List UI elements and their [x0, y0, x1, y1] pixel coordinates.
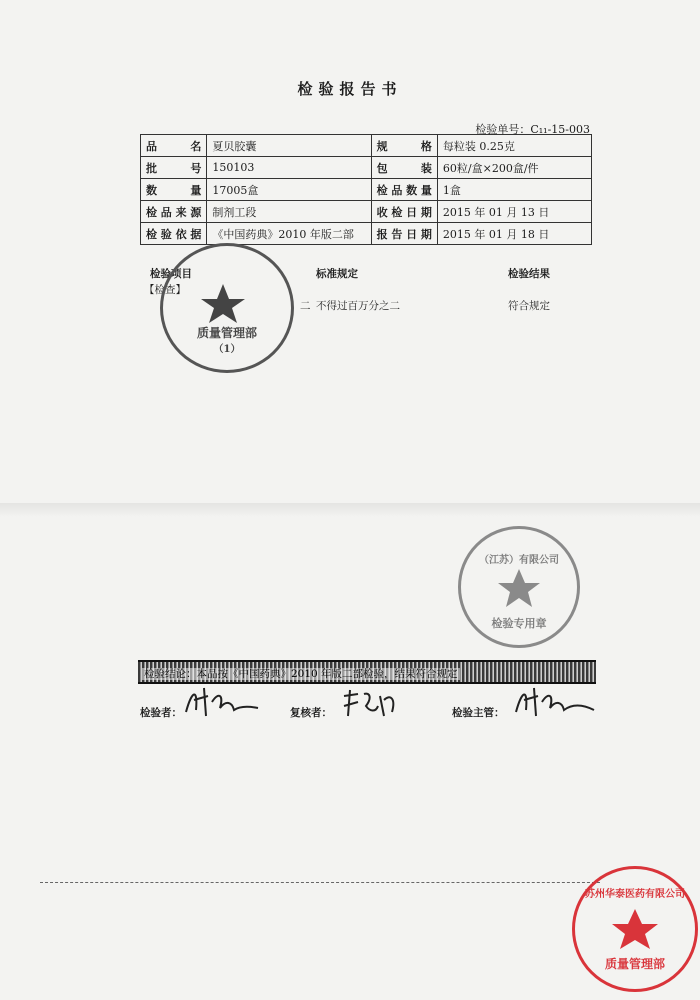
item-sub: 二 [300, 300, 311, 312]
label-sample-quantity: 检品数量 [371, 179, 437, 201]
value-receive-date: 2015 年 01 月 13 日 [437, 201, 591, 223]
label-receive-date: 收检日期 [371, 201, 437, 223]
value-spec: 每粒装 0.25克 [437, 135, 591, 157]
inspector-label: 检验者： [140, 707, 182, 719]
table-row [141, 157, 592, 179]
info-table [140, 134, 592, 245]
supervisor-signature [512, 682, 598, 722]
report-number-label: 检验单号： [475, 123, 531, 136]
label-batch: 批号 [141, 157, 207, 179]
label-sample-source: 检品来源 [141, 201, 207, 223]
reviewer-signature [340, 686, 400, 722]
table-row [141, 135, 592, 157]
label-basis: 检验依据 [141, 223, 207, 245]
value-package: 60粒/盒×200盒/件 [437, 157, 591, 179]
paper-fold [0, 503, 700, 517]
quality-stamp-line1: 质量管理部 [196, 326, 257, 340]
label-spec: 规格 [371, 135, 437, 157]
result-header: 检验结果 [508, 268, 550, 280]
result-value: 符合规定 [508, 300, 550, 312]
value-product-name: 夏贝胶囊 [207, 135, 371, 157]
inspector-signature [182, 682, 262, 722]
label-product-name: 品名 [141, 135, 207, 157]
red-stamp-bottom: 质量管理部 [604, 957, 665, 971]
reviewer-label: 复核者： [290, 707, 332, 719]
value-sample-quantity: 1盒 [437, 179, 591, 201]
quality-stamp [160, 243, 294, 373]
supervisor-label: 检验主管： [452, 707, 505, 719]
label-package: 包装 [371, 157, 437, 179]
table-row [141, 201, 592, 223]
inspection-stamp-top: （江苏）有限公司 [479, 555, 559, 566]
quality-stamp-line2: （1） [213, 344, 241, 355]
inspection-stamp [458, 526, 580, 648]
document-title: 检验报告书 [297, 80, 403, 98]
dotted-divider [40, 882, 600, 883]
value-quantity: 17005盒 [207, 179, 371, 201]
conclusion-bar [138, 660, 596, 684]
value-sample-source: 制剂工段 [207, 201, 371, 223]
item-label: 【检查】 [144, 284, 186, 296]
standard-header: 标准规定 [316, 268, 358, 280]
value-batch: 150103 [207, 157, 371, 179]
table-row [141, 223, 592, 245]
red-stamp-top: 苏州华泰医药有限公司 [585, 889, 685, 900]
conclusion-text: 检验结论：本品按《中国药典》2010 年版二部检验，结果符合规定 [144, 668, 458, 680]
report-number-value: C₁₁-15-003 [530, 123, 590, 136]
value-report-date: 2015 年 01 月 18 日 [437, 223, 591, 245]
company-red-stamp [572, 866, 698, 992]
item-header: 检验项目 [150, 268, 192, 280]
label-quantity: 数量 [141, 179, 207, 201]
value-basis: 《中国药典》2010 年版二部 [207, 223, 371, 245]
table-row [141, 179, 592, 201]
inspection-stamp-bottom: 检验专用章 [491, 617, 547, 630]
standard-value: 不得过百万分之二 [316, 300, 400, 312]
label-report-date: 报告日期 [371, 223, 437, 245]
